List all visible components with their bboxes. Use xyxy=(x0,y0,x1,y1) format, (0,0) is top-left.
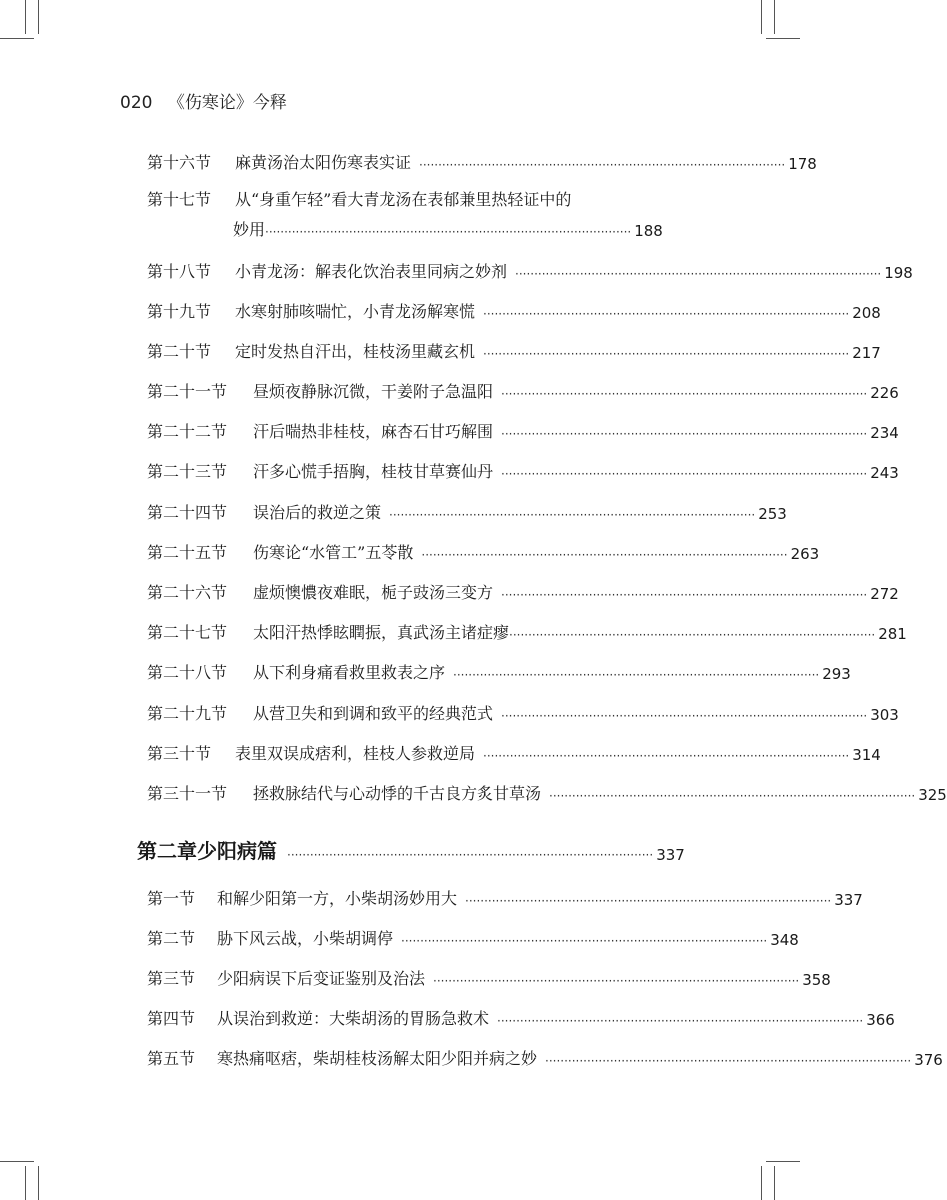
toc-title: 从营卫失和到调和致平的经典范式 xyxy=(253,704,494,723)
toc-page-number: 303 xyxy=(870,706,899,724)
leader-dots: ································································································ xyxy=(433,974,800,988)
crop-mark xyxy=(38,1166,39,1200)
crop-mark xyxy=(0,38,34,39)
leader-dots: ································································································ xyxy=(501,427,868,441)
toc-page-number: 348 xyxy=(770,931,799,949)
toc-page-number: 178 xyxy=(788,155,817,173)
chapter-heading[interactable] xyxy=(137,832,685,864)
toc-page-number: 226 xyxy=(870,384,899,402)
toc-section-number: 第二十六节 xyxy=(147,583,228,602)
toc-entry-continuation[interactable] xyxy=(233,210,663,240)
leader-dots: ································································································ xyxy=(501,387,868,401)
toc-page-number: 208 xyxy=(852,304,881,322)
leader-dots: ································································································ xyxy=(483,347,850,361)
crop-mark xyxy=(38,0,39,34)
toc-page-number: 366 xyxy=(866,1011,895,1029)
toc-section-number: 第五节 xyxy=(147,1049,196,1068)
toc-title: 拯救脉结代与心动悸的千古良方炙甘草汤 xyxy=(253,784,542,803)
leader-dots: ································································································ xyxy=(515,267,882,281)
toc-entry[interactable] xyxy=(147,493,787,523)
toc-entry[interactable] xyxy=(147,143,817,173)
leader-dots: ································································································ xyxy=(483,307,850,321)
toc-page-number: 234 xyxy=(870,424,899,442)
toc-entry[interactable] xyxy=(147,180,655,210)
toc-entry[interactable] xyxy=(147,1039,943,1069)
leader-dots: ································································································ xyxy=(401,934,768,948)
crop-mark xyxy=(774,1166,775,1200)
toc-entry[interactable] xyxy=(147,653,851,683)
toc-title: 表里双误成痞利，桂枝人参救逆局 xyxy=(235,744,476,763)
leader-dots: ································································································ xyxy=(389,508,756,522)
running-header xyxy=(120,88,287,113)
header-book-title: 《伤寒论》今释 xyxy=(167,93,287,113)
leader-dots: ································································································ xyxy=(265,225,632,239)
toc-title: 胁下风云战，小柴胡调停 xyxy=(217,929,394,948)
toc-entry[interactable] xyxy=(147,452,899,482)
toc-title: 虚烦懊憹夜难眠，栀子豉汤三变方 xyxy=(253,583,494,602)
crop-mark xyxy=(766,38,800,39)
crop-mark xyxy=(761,1166,762,1200)
leader-dots: ································································································ xyxy=(453,668,820,682)
toc-page-number: 281 xyxy=(878,625,907,643)
crop-mark xyxy=(0,1161,34,1162)
toc-entry[interactable] xyxy=(147,372,899,402)
toc-page-number: 217 xyxy=(852,344,881,362)
toc-page-number: 293 xyxy=(822,665,851,683)
leader-dots: ································································································ xyxy=(497,1014,864,1028)
chapter-page-number: 337 xyxy=(656,846,685,864)
toc-entry[interactable] xyxy=(147,573,899,603)
toc-title: 汗后喘热非桂枝，麻杏石甘巧解围 xyxy=(253,422,494,441)
toc-entry[interactable] xyxy=(147,332,881,362)
toc-entry[interactable] xyxy=(147,959,831,989)
leader-dots: ································································································ xyxy=(421,548,788,562)
toc-section-number: 第十八节 xyxy=(147,262,212,281)
toc-section-number: 第二十八节 xyxy=(147,663,228,682)
toc-title: 妙用 xyxy=(233,220,266,239)
toc-page-number: 376 xyxy=(914,1051,943,1069)
toc-section-number: 第二十五节 xyxy=(147,543,228,562)
toc-title: 麻黄汤治太阳伤寒表实证 xyxy=(235,153,412,172)
toc-section-number: 第二节 xyxy=(147,929,196,948)
toc-title: 汗多心慌手捂胸，桂枝甘草赛仙丹 xyxy=(253,462,494,481)
toc-page-number: 314 xyxy=(852,746,881,764)
chapter-title: 少阳病篇 xyxy=(197,839,277,863)
toc-title: 太阳汗热悸眩瞤振，真武汤主诸症瘳 xyxy=(253,623,510,642)
toc-section-number: 第二十九节 xyxy=(147,704,228,723)
toc-section-number: 第二十三节 xyxy=(147,462,228,481)
leader-dots: ································································································ xyxy=(545,1054,912,1068)
toc-page-number: 188 xyxy=(634,222,663,240)
crop-mark xyxy=(25,0,26,34)
toc-section-number: 第二十七节 xyxy=(147,623,228,642)
toc-entry[interactable] xyxy=(147,412,899,442)
toc-entry[interactable] xyxy=(147,774,947,804)
toc-title: 和解少阳第一方，小柴胡汤妙用大 xyxy=(217,889,458,908)
toc-title: 定时发热自汗出，桂枝汤里藏玄机 xyxy=(235,342,476,361)
leader-dots: ································································································ xyxy=(419,158,786,172)
leader-dots: ································································································ xyxy=(549,789,916,803)
toc-entry[interactable] xyxy=(147,879,863,909)
toc-section-number: 第一节 xyxy=(147,889,196,908)
toc-page-number: 337 xyxy=(834,891,863,909)
crop-mark xyxy=(766,1161,800,1162)
toc-title: 从下利身痛看救里救表之序 xyxy=(253,663,446,682)
leader-dots: ································································································ xyxy=(509,628,876,642)
toc-section-number: 第三十一节 xyxy=(147,784,228,803)
toc-section-number: 第十七节 xyxy=(147,190,212,209)
crop-mark xyxy=(25,1166,26,1200)
chapter-label: 第二章 xyxy=(137,839,197,863)
toc-page-number: 358 xyxy=(802,971,831,989)
toc-title: 寒热痛呕痞，柴胡桂枝汤解太阳少阳并病之妙 xyxy=(217,1049,538,1068)
toc-page-number: 198 xyxy=(884,264,913,282)
toc-entry[interactable] xyxy=(147,999,895,1029)
leader-dots: ································································································ xyxy=(501,709,868,723)
toc-section-number: 第四节 xyxy=(147,1009,196,1028)
toc-entry[interactable] xyxy=(147,734,881,764)
toc-title: 小青龙汤：解表化饮治表里同病之妙剂 xyxy=(235,262,508,281)
toc-entry[interactable] xyxy=(147,533,820,563)
toc-title: 少阳病误下后变证鉴别及治法 xyxy=(217,969,426,988)
toc-title: 水寒射肺咳喘忙，小青龙汤解寒慌 xyxy=(235,302,476,321)
toc-page-number: 325 xyxy=(918,786,947,804)
leader-dots: ································································································ xyxy=(465,894,832,908)
toc-entry[interactable] xyxy=(147,613,907,643)
toc-title: 从误治到救逆：大柴胡汤的胃肠急救术 xyxy=(217,1009,490,1028)
toc-page-number: 253 xyxy=(758,505,787,523)
toc-title: 误治后的救逆之策 xyxy=(253,503,382,522)
toc-entry[interactable] xyxy=(147,919,799,949)
leader-dots: ································································································ xyxy=(287,848,654,862)
toc-page-number: 263 xyxy=(790,545,820,563)
leader-dots: ································································································ xyxy=(501,467,868,481)
leader-dots: ································································································ xyxy=(483,749,850,763)
toc-title: 昼烦夜静脉沉微，干姜附子急温阳 xyxy=(253,382,494,401)
toc-section-number: 第三节 xyxy=(147,969,196,988)
toc-entry[interactable] xyxy=(147,252,913,282)
toc-entry[interactable] xyxy=(147,694,899,724)
toc-title: 从“身重乍轻”看大青龙汤在表郁兼里热轻证中的 xyxy=(235,190,572,209)
leader-dots: ································································································ xyxy=(501,588,868,602)
toc-section-number: 第三十节 xyxy=(147,744,212,763)
toc-entry[interactable] xyxy=(147,292,881,322)
toc-page-number: 272 xyxy=(870,585,899,603)
toc-title: 伤寒论“水管工”五苓散 xyxy=(253,543,414,562)
crop-mark xyxy=(774,0,775,34)
toc-section-number: 第十九节 xyxy=(147,302,212,321)
toc-section-number: 第十六节 xyxy=(147,153,212,172)
toc-page-number: 243 xyxy=(870,464,899,482)
toc-section-number: 第二十一节 xyxy=(147,382,228,401)
toc-section-number: 第二十四节 xyxy=(147,503,228,522)
toc-section-number: 第二十节 xyxy=(147,342,212,361)
crop-mark xyxy=(761,0,762,34)
header-page-number: 020 xyxy=(120,93,153,113)
toc-section-number: 第二十二节 xyxy=(147,422,228,441)
